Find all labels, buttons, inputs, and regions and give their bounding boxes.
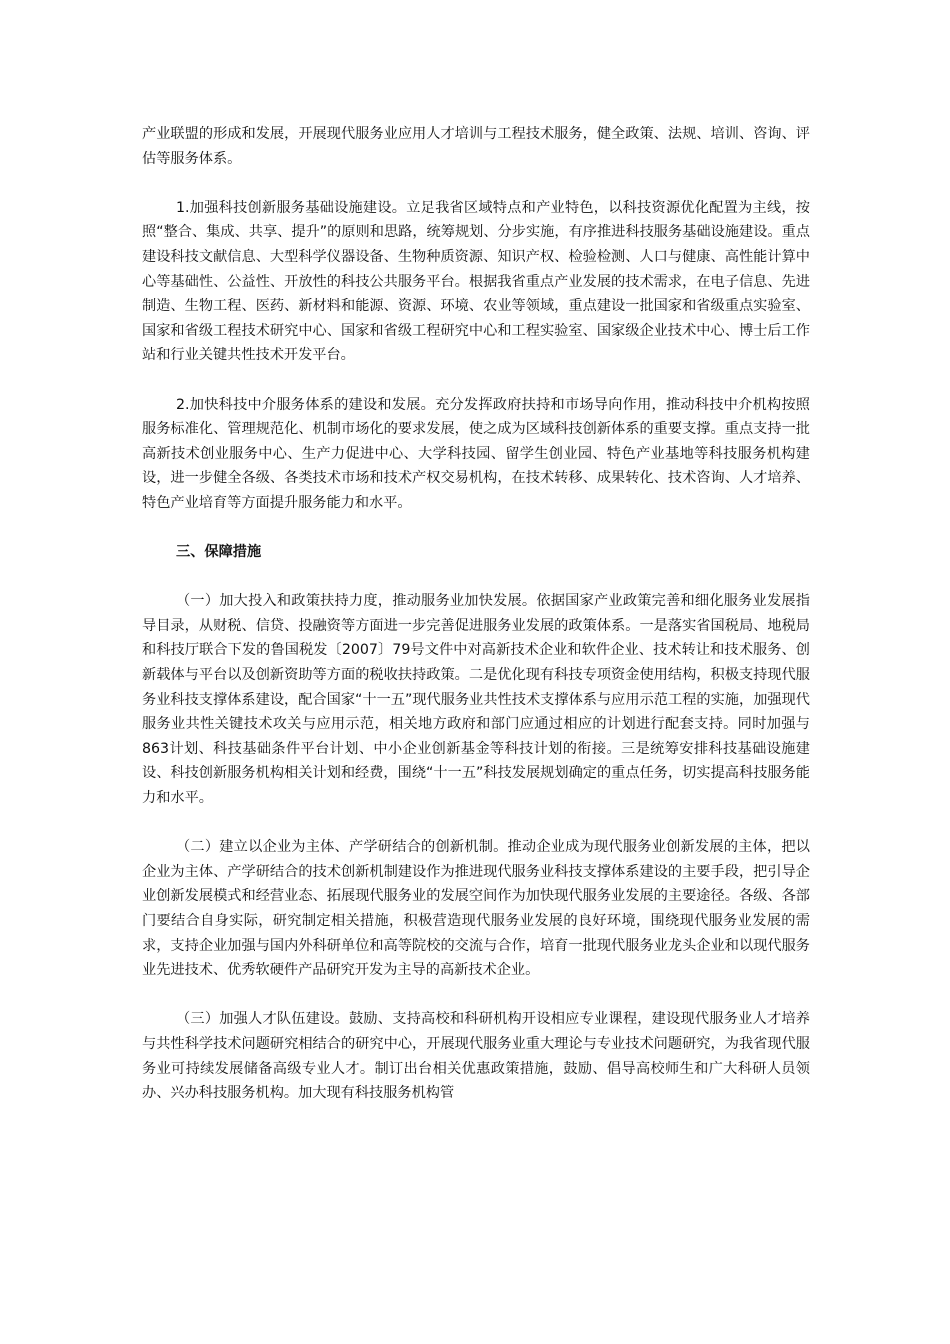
paragraph-intermediary-services: 2.加快科技中介服务体系的建设和发展。充分发挥政府扶持和市场导向作用，推动科技中介机构按照服务标准化、管理规范化、机制市场化的要求发展，使之成为区域科技创新体系的重要支撑。重点支持一批高新技术创业服务中心、生产力促进中心、大学科技园、留学生创业园、特色产业基地等科技服务机构建设，进一步健全各级、各类技术市场和技术产权交易机构，在技术转移、成果转化、技术咨询、人才培养、特色产业培育等方面提升服务能力和水平。 [142,396,810,511]
paragraph-innovation-mechanism: （二）建立以企业为主体、产学研结合的创新机制。推动企业成为现代服务业创新发展的主体，把以企业为主体、产学研结合的技术创新机制建设作为推进现代服务业科技支撑体系建设的主要手段，把引导企业创新发展模式和经营业态、拓展现代服务业的发展空间作为加快现代服务业发展的主要途径。各级、各部门要结合自身实际，研究制定相关措施，积极营造现代服务业发展的良好环境，围绕现代服务业发展的需求，支持企业加强与国内外科研单位和高等院校的交流与合作，培育一批现代服务业龙头企业和以现代服务业先进技术、优秀软硬件产品研究开发为主导的高新技术企业。 [142,839,810,979]
document-page [142,122,810,1130]
paragraph-infrastructure: 1.加强科技创新服务基础设施建设。立足我省区域特点和产业特色，以科技资源优化配置为主线，按照“整合、集成、共享、提升”的原则和思路，统筹规划、分步实施，有序推进科技服务基础设施建设。重点建设科技文献信息、大型科学仪器设备、生物种质资源、知识产权、检验检测、人口与健康、高性能计算中心等基础性、公益性、开放性的科技公共服务平台。根据我省重点产业发展的技术需求，在电子信息、先进制造、生物工程、医药、新材料和能源、资源、环境、农业等领域，重点建设一批国家和省级重点实验室、国家和省级工程技术研究中心、国家和省级工程研究中心和工程实验室、国家级企业技术中心、博士后工作站和行业关键共性技术开发平台。 [142,199,810,364]
paragraph-investment-policy: （一）加大投入和政策扶持力度，推动服务业加快发展。依据国家产业政策完善和细化服务业发展指导目录，从财税、信贷、投融资等方面进一步完善促进服务业发展的政策体系。一是落实省国税局、地税局和科技厅联合下发的鲁国税发〔2007〕79号文件中对高新技术企业和软件企业、技术转让和技术服务、创新载体与平台以及创新资助等方面的税收扶持政策。二是优化现有科技专项资金使用结构，积极支持现代服务业科技支撑体系建设，配合国家“十一五”现代服务业共性技术支撑体系与应用示范工程的实施，加强现代服务业共性关键技术攻关与应用示范，相关地方政府和部门应通过相应的计划进行配套支持。同时加强与863计划、科技基础条件平台计划、中小企业创新基金等科技计划的衔接。三是统筹安排科技基础设施建设、科技创新服务机构相关计划和经费，围绕“十一五”科技发展规划确定的重点任务，切实提高科技服务能力和水平。 [142,593,810,807]
paragraph-continuation: 产业联盟的形成和发展，开展现代服务业应用人才培训与工程技术服务，健全政策、法规、培训、咨询、评估等服务体系。 [142,126,810,167]
section-heading: 三、保障措施 [176,544,262,561]
paragraph-talent-building: （三）加强人才队伍建设。鼓励、支持高校和科研机构开设相应专业课程，建设现代服务业人才培养与共性科学技术问题研究相结合的研究中心，开展现代服务业重大理论与专业技术问题研究，为我省现代服务业可持续发展储备高级专业人才。制订出台相关优惠政策措施，鼓励、倡导高校师生和广大科研人员领办、兴办科技服务机构。加大现有科技服务机构管 [142,1011,810,1102]
